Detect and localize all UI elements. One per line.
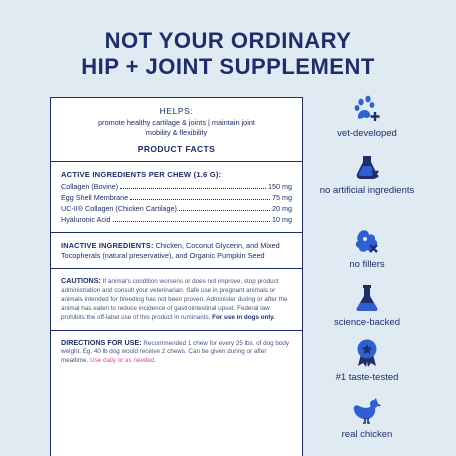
helps-line-2: mobility & flexibility — [145, 128, 208, 137]
cautions-body: If animal's condition worsens or does not improve, stop product administration and consult your veterinarian. Safe use in pregnant animals or animals intended for breeding has not been proven. Administer during or after the animal has eaten to reduce incidence of gastrointestinal upset. Federal law prohibits the off-label use of this product in ruminants. — [61, 278, 288, 321]
active-ingredients-title: ACTIVE INGREDIENTS PER CHEW (1.6 G): — [61, 170, 222, 179]
helps-line-1: promote healthy cartilage & joints | maintain joint — [98, 118, 255, 127]
flask-icon — [353, 283, 381, 313]
benefit-label: no artificial ingredients — [319, 185, 415, 196]
inactive-ingredients-list: Chicken, Coconut Glycerin, and Mixed Tocopherals (natural preservative), and Organic Pumpkin Seed — [61, 241, 280, 260]
ingredient-name: Egg Shell Membrane — [61, 193, 129, 202]
inactive-ingredients-section — [61, 233, 292, 268]
benefit-label: real chicken — [341, 429, 393, 440]
benefit-label: #1 taste-tested — [335, 372, 399, 383]
no-fillers-icon — [353, 227, 381, 255]
directions-usage: Use daily or as needed. — [90, 357, 157, 365]
directions-text — [61, 339, 292, 367]
directions-title: DIRECTIONS FOR USE: — [61, 337, 142, 347]
headline-line-2: HIP + JOINT SUPPLEMENT — [81, 54, 375, 79]
ingredient-amount: 150 mg — [268, 182, 292, 191]
inactive-ingredients-title: INACTIVE INGREDIENTS: — [61, 241, 154, 250]
ingredient-name: Hyaluronic Acid — [61, 215, 111, 224]
cautions-title: CAUTIONS: — [61, 276, 101, 285]
benefit-no-artificial — [307, 153, 427, 196]
ingredient-name: Collagen (Bovine) — [61, 182, 119, 191]
ingredient-row — [61, 192, 292, 203]
ingredient-row — [61, 203, 292, 214]
ingredient-row — [61, 214, 292, 225]
active-ingredients-section — [61, 162, 292, 232]
headline-line-1: NOT YOUR ORDINARY — [104, 28, 352, 53]
cautions-dogs-only: For use in dogs only. — [212, 313, 275, 321]
leader-dots — [130, 199, 270, 200]
benefit-label: science-backed — [333, 317, 400, 328]
cautions-section — [61, 269, 292, 330]
benefit-real-chicken — [307, 397, 427, 440]
helps-title: HELPS: — [159, 106, 194, 116]
inactive-ingredients-text — [61, 241, 292, 261]
chicken-icon — [352, 397, 382, 425]
ingredient-amount: 10 mg — [272, 215, 292, 224]
ingredient-amount: 20 mg — [272, 204, 292, 213]
product-facts-label — [50, 97, 303, 456]
product-facts-title: PRODUCT FACTS — [137, 144, 216, 154]
benefit-label: no fillers — [349, 259, 385, 270]
benefit-taste-tested — [307, 338, 427, 383]
leader-dots — [179, 210, 270, 211]
directions-section — [61, 331, 292, 374]
ingredient-name: UC-II® Collagen (Chicken Cartilage) — [61, 204, 177, 213]
benefit-vet-developed — [307, 94, 427, 139]
directions-body: Recommended 1 chew for every 25 lbs. of dog body weight. Eg. 40 lb dog would receive 2 chews. Can be given during or after mealtime. — [61, 339, 290, 365]
no-artificial-icon — [353, 153, 381, 181]
cautions-text — [61, 277, 292, 323]
ingredient-amount: 75 mg — [272, 193, 292, 202]
award-ribbon-icon — [353, 338, 381, 368]
benefit-label: vet-developed — [337, 128, 397, 139]
headline — [0, 28, 456, 80]
leader-dots — [120, 188, 266, 189]
benefit-science-backed — [307, 283, 427, 328]
leader-dots — [113, 221, 270, 222]
benefit-no-fillers — [307, 227, 427, 270]
paw-plus-icon — [353, 94, 381, 124]
ingredient-row — [61, 181, 292, 192]
